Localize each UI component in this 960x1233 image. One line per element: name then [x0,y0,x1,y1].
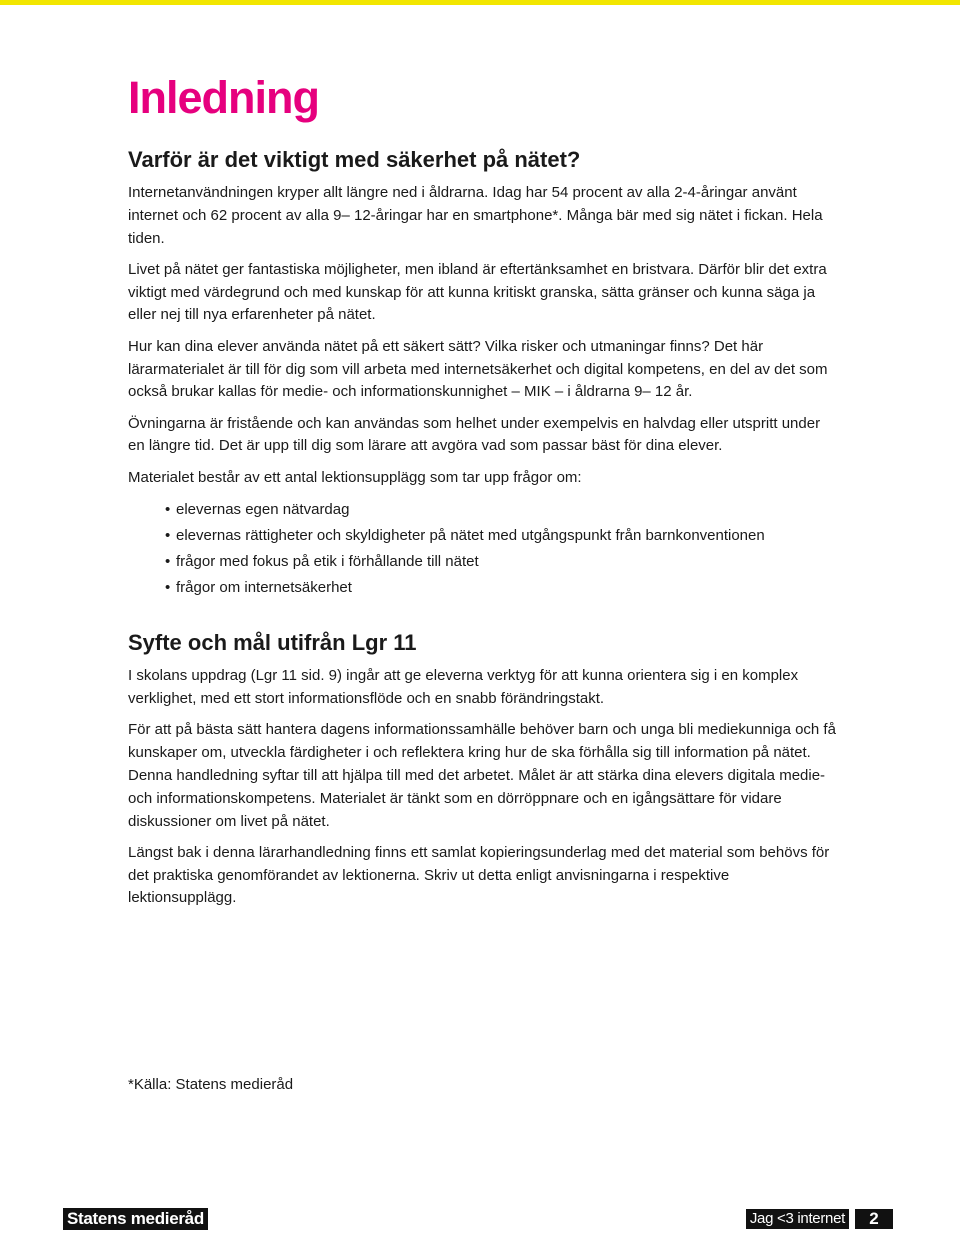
paragraph-copy-material: Längst bak i denna lärarhandledning finns ett samlat kopieringsunderlag med det material som behövs för det praktiska genomförandet av lektionerna. Skriv ut detta enligt anvisningarna i respektive lektionsupplägg. [128,843,830,907]
page-number: 2 [855,1209,893,1229]
paragraph-material-intro: Materialet består av ett antal lektionsupplägg som tar upp frågor om: [128,468,582,486]
top-accent-bar [0,0,960,5]
paragraph-exercises: Övningarna är fristående och kan användas som helhet under exempelvis en halvdag eller utspritt under en längre tid. Det är upp till dig som lärare att avgöra vad som passar bäst för dina elever. [128,414,821,455]
section-heading-purpose: Syfte och mål utifrån Lgr 11 [128,630,417,656]
list-item: • frågor om internetsäkerhet [128,577,838,600]
page-title: Inledning [128,72,319,123]
list-item: • elevernas rättigheter och skyldigheter på nätet med utgångspunkt från barnkonventionen [128,525,838,548]
bullet-icon: • [165,552,171,570]
list-item: • frågor med fokus på etik i förhållande till nätet [128,551,838,574]
paragraph-online-life: Livet på nätet ger fantastiska möjligheter, men ibland är eftertänksamhet en bristvara. Därför blir det extra viktigt med värdegrund och med kunskap för att kunna kritiskt granska, sätta gränser och kunna säga ja eller nej till nya erfarenheter på nätet. [128,260,827,324]
bullet-icon: • [165,500,171,518]
footer-right [746,1209,893,1229]
paragraph-internet-usage: Internetanvändningen kryper allt längre ned i åldrarna. Idag har 54 procent av alla 2-4-åringar använt internet och 62 procent av alla 9– 12-åringar har en smartphone*. Många bär med sig nätet i fickan. Hela tiden. [128,184,823,247]
paragraph-school-mission: I skolans uppdrag (Lgr 11 sid. 9) ingår att ge eleverna verktyg för att kunna orientera sig i en komplex verklighet, med ett stort informationsflöde och en snabb förändringstakt. [128,667,799,708]
section-heading-why-safety: Varför är det viktigt med säkerhet på nätet? [128,147,581,172]
publisher-logo: Statens medieråd [63,1208,208,1230]
paragraph-information-society: För att på bästa sätt hantera dagens informationssamhälle behöver barn och unga bli mediekunniga och få kunskaper om, utveckla färdigheter i och reflektera kring hur de ska förhålla sig till information på nätet. Denna handledning syftar till att hjälpa till med det arbetet. Målet är att stärka dina elevers digitala medie- och informationskompetens. Materialet är tänkt som en dörröppnare och en igångsättare för vidare diskussioner om livet på nätet. [128,721,836,830]
bullet-icon: • [165,578,171,596]
paragraph-how-to-use: Hur kan dina elever använda nätet på ett säkert sätt? Vilka risker och utmaningar finns? Det här lärarmaterialet är till för dig som vill arbeta med internetsäkerhet och digital kompetens, en del av det som också brukar kallas för medie- och informationskunnighet – MIK – i åldrarna 9– 12 år. [128,337,828,401]
bullet-icon: • [165,526,171,544]
topics-list [128,499,838,600]
page-content [128,70,838,910]
footnote-source: *Källa: Statens medieråd [128,1076,294,1093]
footer-tagline: Jag <3 internet [746,1209,849,1229]
list-item: • elevernas egen nätvardag [128,499,838,522]
